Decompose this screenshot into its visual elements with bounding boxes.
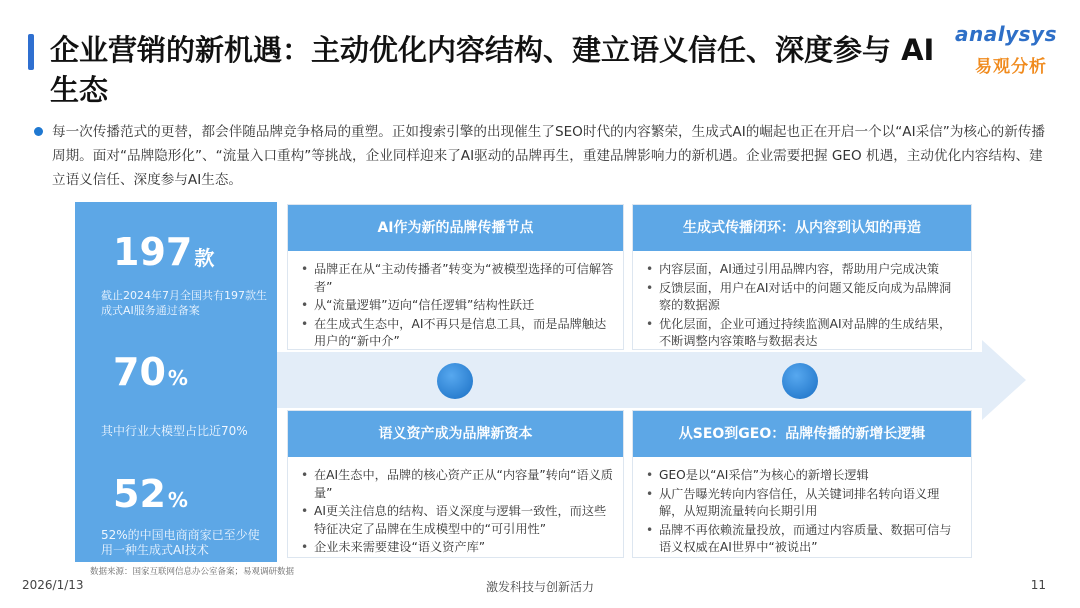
title-accent-bar bbox=[28, 34, 34, 70]
flow-arrow-head-icon bbox=[982, 340, 1026, 420]
box-semantic-assets bbox=[287, 410, 624, 558]
list-item: • 品牌不再依赖流量投放，而通过内容质量、数据可信与语义权威在AI世界中“被说出” bbox=[643, 522, 963, 557]
list-item: • GEO是以“AI采信”为核心的新增长逻辑 bbox=[643, 467, 963, 485]
flow-arrow-band bbox=[277, 352, 982, 408]
logo-text-en: analysys bbox=[955, 22, 1057, 46]
box-title: 生成式传播闭环：从内容到认知的再造 bbox=[633, 205, 971, 251]
list-item: • 品牌正在从“主动传播者”转变为“被模型选择的可信解答者” bbox=[298, 261, 615, 296]
list-item: • 内容层面，AI通过引用品牌内容，帮助用户完成决策 bbox=[643, 261, 963, 279]
box-list bbox=[298, 261, 615, 352]
page-title: 企业营销的新机遇：主动优化内容结构、建立语义信任、深度参与 AI 生态 bbox=[50, 33, 935, 107]
box-list bbox=[643, 467, 963, 558]
box-title: AI作为新的品牌传播节点 bbox=[288, 205, 623, 251]
flow-node-right-icon bbox=[782, 363, 818, 399]
list-item: • 从“流量逻辑”迈向“信任逻辑”结构性跃迁 bbox=[298, 297, 615, 315]
list-item: • 在AI生态中，品牌的核心资产正从“内容量”转向“语义质量” bbox=[298, 467, 615, 502]
list-item: • 企业未来需要建设“语义资产库” bbox=[298, 539, 615, 557]
footer-date: 2026/1/13 bbox=[22, 578, 84, 592]
box-ai-node bbox=[287, 204, 624, 350]
analysys-logo bbox=[955, 22, 1070, 82]
data-source-note: 数据来源：国家互联网信息办公室备案；易观调研数据 bbox=[90, 567, 295, 577]
bullet-dot-icon bbox=[34, 127, 43, 136]
list-item: • 从广告曝光转向内容信任，从关键词排名转向语义理解，从短期流量转向长期引用 bbox=[643, 486, 963, 521]
list-item: • AI更关注信息的结构、语义深度与逻辑一致性，而这些特征决定了品牌在生成模型中的“可引用性” bbox=[298, 503, 615, 538]
stat-desc-2: 其中行业大模型占比近70% bbox=[101, 424, 248, 438]
stats-panel bbox=[75, 202, 277, 562]
box-title: 从SEO到GEO：品牌传播的新增长逻辑 bbox=[633, 411, 971, 457]
flow-node-left-icon bbox=[437, 363, 473, 399]
stat-desc-3: 52%的中国电商商家已至少使用一种生成式AI技术 bbox=[101, 528, 260, 557]
stat-number-2: 70 % bbox=[113, 350, 188, 394]
list-item: • 优化层面，企业可通过持续监测AI对品牌的生成结果，不断调整内容策略与数据表达 bbox=[643, 316, 963, 351]
stat-number-3: 52 % bbox=[113, 472, 188, 516]
list-item: • 反馈层面，用户在AI对话中的问题又能反向成为品牌洞察的数据源 bbox=[643, 280, 963, 315]
footer-slogan: 激发科技与创新活力 bbox=[485, 580, 594, 594]
stat-desc-1: 截止2024年7月全国共有197款生成式AI服务通过备案 bbox=[101, 289, 267, 317]
page-number: 11 bbox=[1030, 578, 1046, 592]
logo-text-cn: 易观分析 bbox=[975, 57, 1047, 77]
box-list bbox=[643, 261, 963, 352]
list-item: • 在生成式生态中，AI不再只是信息工具，而是品牌触达用户的“新中介” bbox=[298, 316, 615, 351]
stat-number-1: 197 款 bbox=[113, 230, 215, 274]
intro-paragraph: 每一次传播范式的更替，都会伴随品牌竞争格局的重塑。正如搜索引擎的出现催生了SEO时代的内容繁荣，生成式AI的崛起也正在开启一个以“AI采信”为核心的新传播周期。面对“品牌隐形化”、“流量入口重构”等挑战，企业同样迎来了AI驱动的品牌再生，重建品牌影响力的新机遇。企业需要把握 GEO 机遇，主动优化内容结构、建立语义信任、深度参与AI生态。 bbox=[52, 124, 1045, 188]
box-seo-to-geo bbox=[632, 410, 972, 558]
box-title: 语义资产成为品牌新资本 bbox=[288, 411, 623, 457]
box-generative-loop bbox=[632, 204, 972, 350]
box-list bbox=[298, 467, 615, 558]
